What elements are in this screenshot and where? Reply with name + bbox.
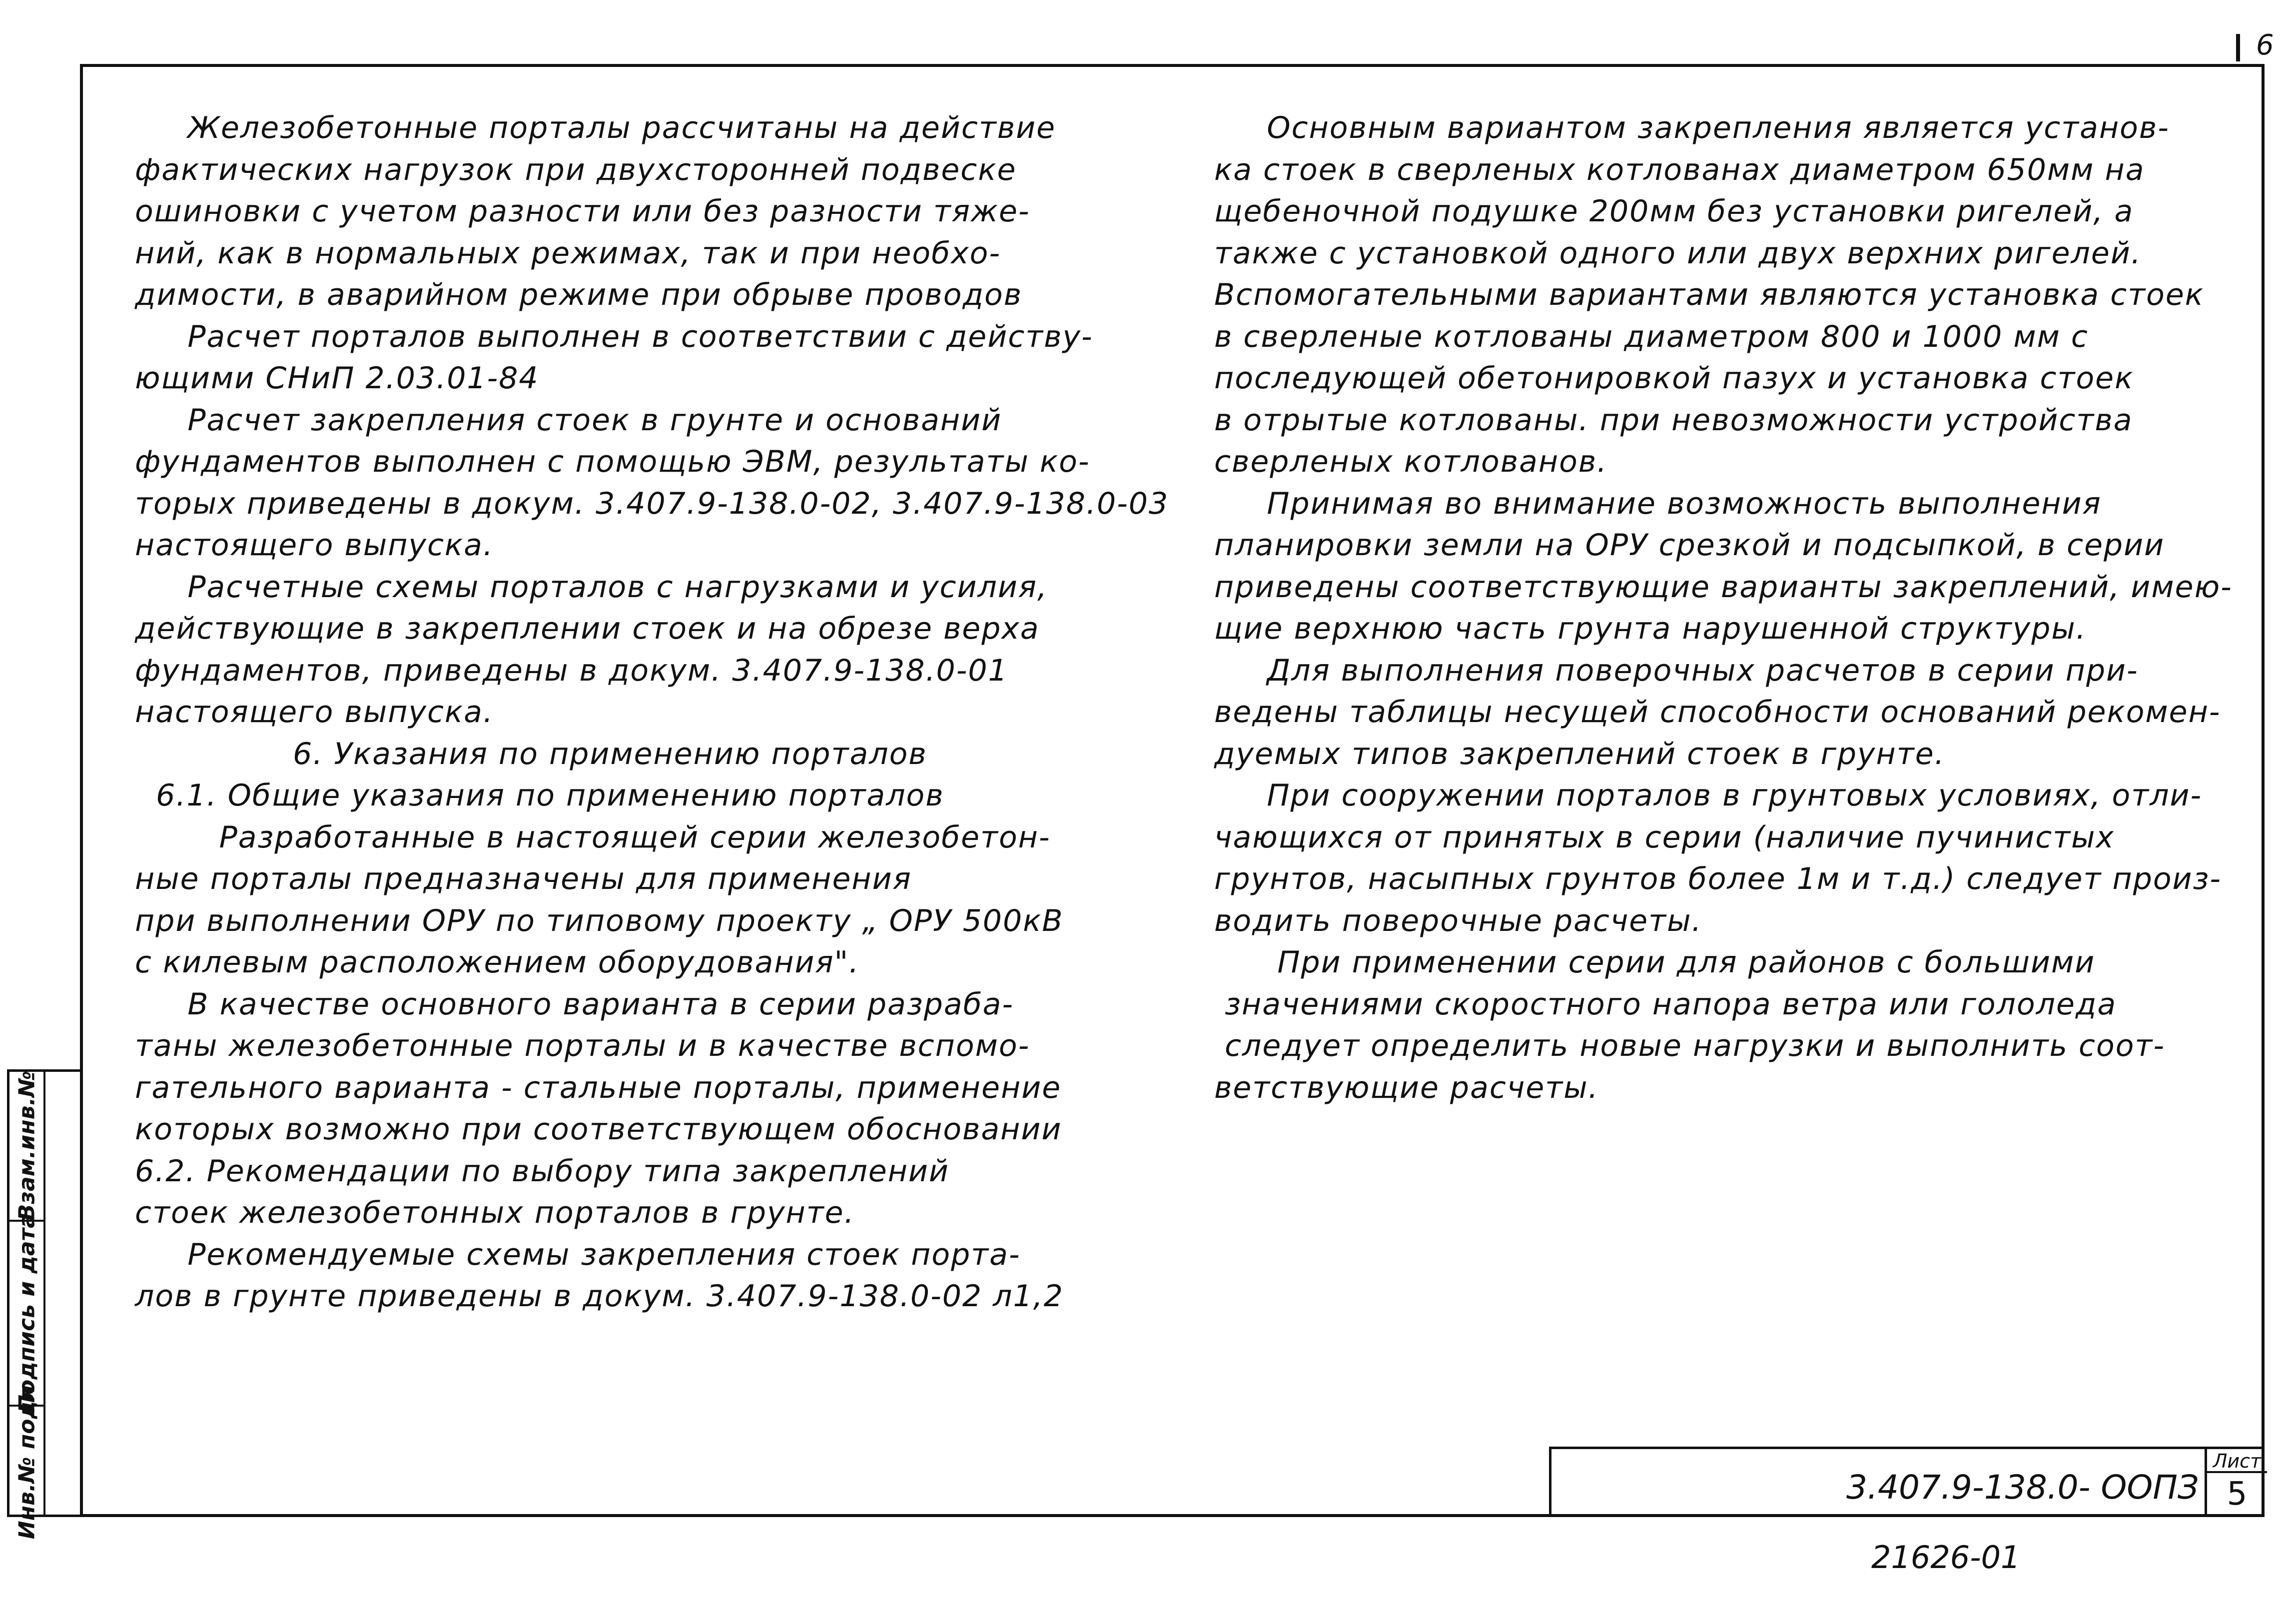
text-line: фактических нагрузок при двухсторонней подвеске — [135, 152, 1017, 187]
text-line: с килевым расположением оборудования". — [135, 945, 860, 980]
text-line: ведены таблицы несущей способности оснований рекомен- — [1214, 695, 2221, 730]
text-line: ка стоек в сверленых котлованах диаметром 650мм на — [1214, 152, 2145, 187]
approval-side-strip — [7, 1069, 80, 1539]
text-line: щебеночной подушке 200мм без установки ригелей, а — [1214, 194, 2134, 229]
text-line: следует определить новые нагрузки и выполнить соот- — [1214, 1028, 2166, 1063]
text-line: грунтов, насыпных грунтов более 1м и т.д.) следует произ- — [1214, 861, 2222, 896]
text-line: гательного варианта - стальные порталы, применение — [135, 1070, 1062, 1105]
sheet-number: 5 — [2227, 1476, 2248, 1513]
title-block — [1549, 1447, 2265, 1517]
text-line: ошиновки с учетом разности или без разности тяже- — [135, 194, 1030, 229]
text-line: значениями скоростного напора ветра или гололеда — [1214, 986, 2117, 1022]
text-line: В качестве основного варианта в серии разраба- — [135, 986, 1014, 1022]
text-line: Разработанные в настоящей серии железобетон- — [135, 819, 1051, 855]
text-line: щие верхнюю часть грунта нарушенной структуры. — [1214, 611, 2087, 646]
signature-date-cell — [9, 1213, 44, 1413]
text-line: Железобетонные порталы рассчитаны на действие — [135, 110, 1056, 145]
text-line: фундаментов, приведены в докум. 3.407.9-138.0-01 — [135, 653, 1008, 688]
page-number-top — [2236, 14, 2291, 59]
text-line: 6.2. Рекомендации по выбору типа закреплений — [135, 1153, 949, 1189]
text-line: фундаментов выполнен с помощью ЭВМ, результаты ко- — [135, 444, 1090, 479]
original-inventory-cell — [9, 1385, 44, 1539]
inventory-number: 21626-01 — [1871, 1539, 2021, 1576]
text-line: дуемых типов закреплений стоек в грунте. — [1214, 736, 1945, 772]
text-line: лов в грунте приведены в докум. 3.407.9-138.0-02 л1,2 — [135, 1279, 1064, 1314]
text-line: Расчетные схемы порталов с нагрузками и усилия, — [135, 569, 1048, 605]
text-line: приведены соответствующие варианты закреплений, имею- — [1214, 569, 2233, 605]
text-line: настоящего выпуска. — [135, 528, 494, 563]
text-line: При сооружении порталов в грунтовых условиях, отли- — [1214, 778, 2203, 813]
sheet-label: Лист — [2207, 1449, 2267, 1473]
text-line: Вспомогательными вариантами являются установка стоек — [1214, 277, 2205, 312]
replacement-inventory-cell — [9, 1072, 44, 1222]
text-line: ветствующие расчеты. — [1214, 1070, 1599, 1105]
page-number-text: 6 — [2256, 29, 2274, 61]
text-line: ные порталы предназначены для применения — [135, 861, 912, 896]
text-line: димости, в аварийном режиме при обрыве проводов — [135, 277, 1023, 312]
text-line: стоек железобетонных порталов в грунте. — [135, 1195, 855, 1230]
text-line: При применении серии для районов с большими — [1214, 945, 2096, 980]
page-number-mark — [2236, 34, 2240, 61]
document-code: 3.407.9-138.0- ООПЗ — [1846, 1468, 2199, 1507]
text-line: планировки земли на ОРУ срезкой и подсыпкой, в серии — [1214, 528, 2165, 563]
text-line: которых возможно при соответствующем обосновании — [135, 1112, 1062, 1147]
text-line: ющими СНиП 2.03.01-84 — [135, 361, 539, 396]
text-line: ний, как в нормальных режимах, так и при необхо- — [135, 235, 1001, 271]
text-line: в сверленые котлованы диаметром 800 и 1000 мм с — [1214, 319, 2089, 354]
sheet-cell — [2205, 1449, 2267, 1517]
text-line: Принимая во внимание возможность выполнения — [1214, 486, 2102, 521]
original-inventory-label: Инв.№ подл — [14, 1385, 40, 1539]
text-line: в отрытые котлованы. при невозможности устройства — [1214, 402, 2133, 438]
text-line: сверленых котлованов. — [1214, 444, 1608, 479]
right-text-column — [1214, 107, 2254, 1109]
replacement-inventory-label: Взам.инв.№ — [14, 1070, 40, 1221]
text-line: таны железобетонные порталы и в качестве вспомо- — [135, 1028, 1030, 1063]
text-line: 6.1. Общие указания по применению порталов — [135, 778, 944, 813]
text-line: настоящего выпуска. — [135, 695, 494, 730]
text-line: Расчет порталов выполнен в соответствии с действу- — [135, 319, 1093, 354]
text-line: при выполнении ОРУ по типовому проекту „ ОРУ 500кВ — [135, 903, 1064, 938]
text-line: последующей обетонировкой пазух и установка стоек — [1214, 361, 2134, 396]
text-line: Для выполнения поверочных расчетов в серии при- — [1214, 653, 2139, 688]
text-line: действующие в закреплении стоек и на обрезе верха — [135, 611, 1040, 646]
text-line: Расчет закрепления стоек в грунте и оснований — [135, 402, 1002, 438]
text-line: водить поверочные расчеты. — [1214, 903, 1702, 938]
signature-date-label: Подпись и дата — [14, 1213, 40, 1413]
text-line: Основным вариантом закрепления является установ- — [1214, 110, 2170, 145]
text-line: 6. Указания по применению порталов — [135, 736, 927, 772]
text-line: Рекомендуемые схемы закрепления стоек порта- — [135, 1237, 1021, 1272]
left-text-column — [135, 107, 1169, 1318]
text-line: торых приведены в докум. 3.407.9-138.0-02, 3.407.9-138.0-03 — [135, 486, 1169, 521]
text-line: также с установкой одного или двух верхних ригелей. — [1214, 235, 2142, 271]
text-line: чающихся от принятых в серии (наличие пучинистых — [1214, 819, 2115, 855]
